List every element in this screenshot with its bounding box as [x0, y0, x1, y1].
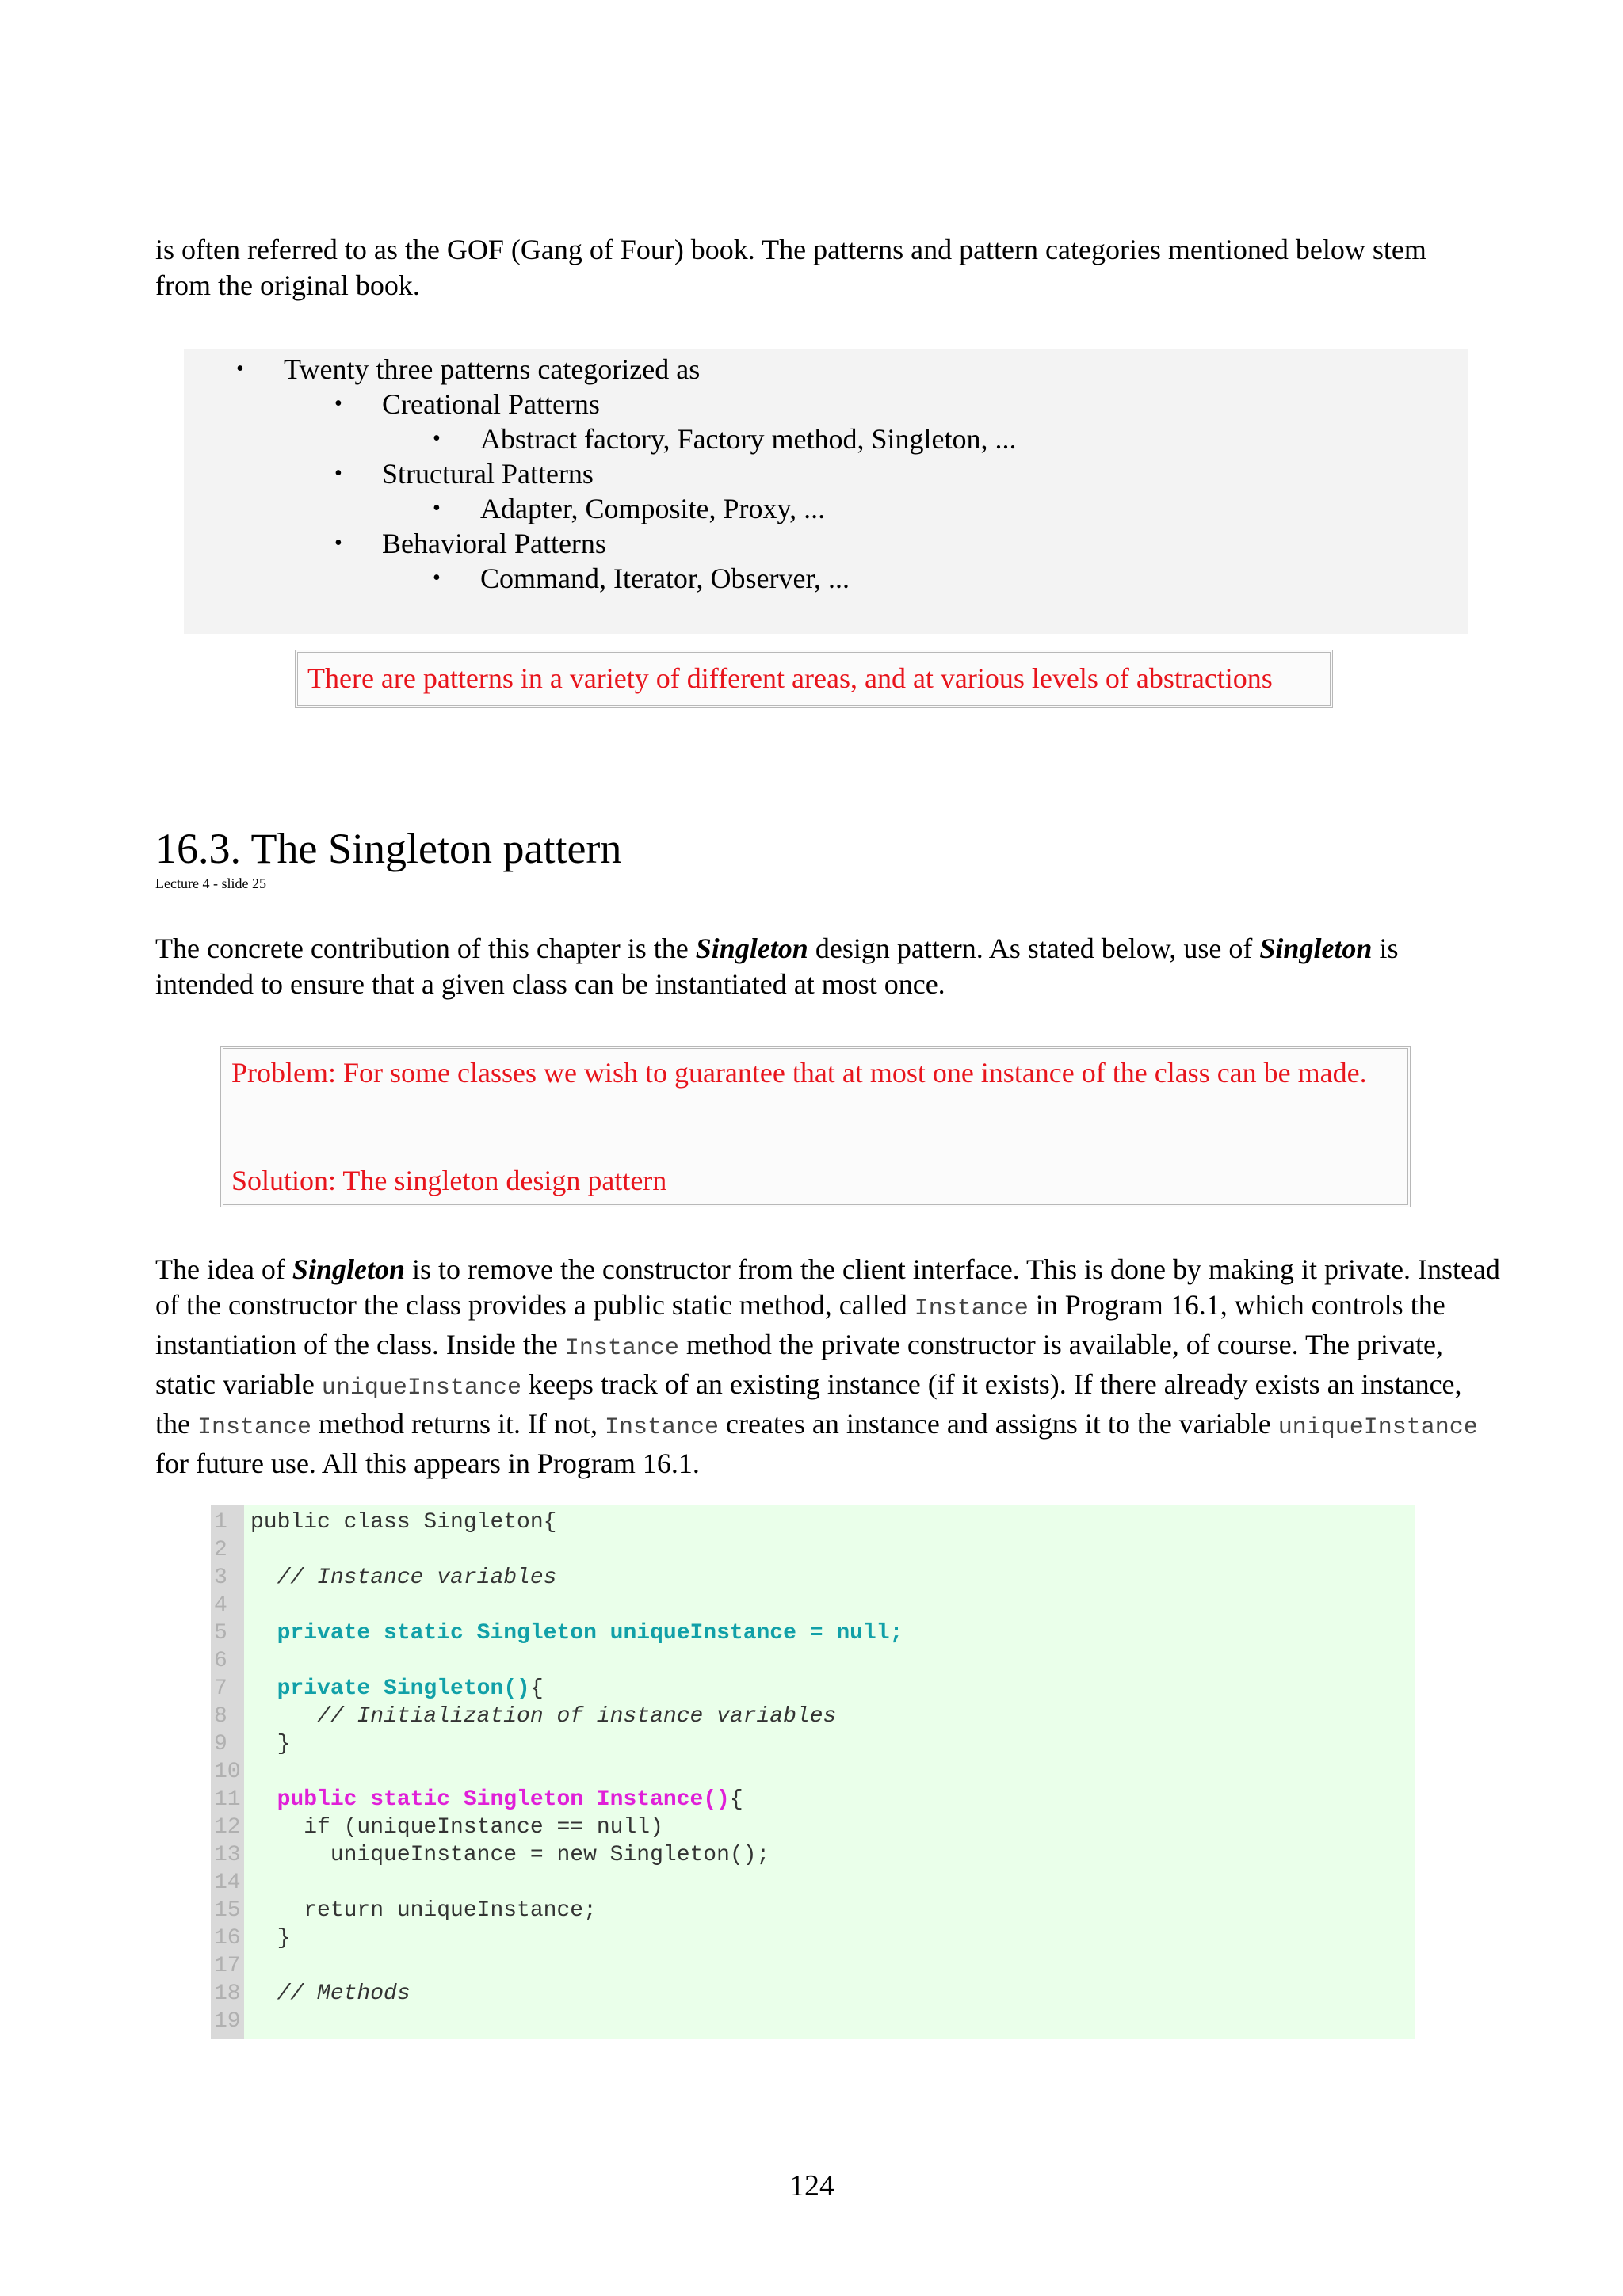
problem-text: Problem: For some classes we wish to guarantee that at most one instance of the class can be made. [231, 1057, 1367, 1089]
line-number: 11 [214, 1787, 241, 1812]
list-item-behavioral: Behavioral Patterns [382, 528, 606, 559]
line-number: 12 [214, 1815, 241, 1840]
code-line-9: } [250, 1732, 291, 1756]
emphasis-singleton: Singleton [1259, 933, 1373, 964]
emphasis-singleton: Singleton [695, 933, 808, 964]
section-heading: 16.3. The Singleton pattern [155, 825, 622, 872]
inline-code: Instance [604, 1414, 719, 1441]
text-run: for future use. All this appears in Program 16.1. [155, 1447, 700, 1479]
text-run: The idea of [155, 1253, 292, 1285]
line-number: 19 [214, 2009, 241, 2034]
abstractions-note-box [295, 650, 1333, 708]
bullet: • [334, 461, 342, 486]
bullet: • [334, 391, 342, 416]
inline-code: Instance [914, 1295, 1029, 1322]
line-number: 9 [214, 1732, 227, 1756]
line-number: 13 [214, 1843, 241, 1867]
code-line-13: uniqueInstance = new Singleton(); [250, 1843, 770, 1867]
code-token: { [729, 1787, 743, 1812]
bullet: • [433, 496, 441, 521]
text-run: method the private constructor is available, of course. The private, static variable [155, 1329, 1443, 1400]
line-number: 14 [214, 1871, 241, 1895]
bullet: • [433, 426, 441, 451]
list-item-behavioral-examples: Command, Iterator, Observer, ... [480, 563, 850, 594]
line-number: 10 [214, 1760, 241, 1784]
code-line-11 [250, 1786, 743, 1814]
code-listing [211, 1505, 1415, 2039]
line-number: 7 [214, 1676, 227, 1701]
line-number-gutter [211, 1505, 244, 2039]
list-item-creational-examples: Abstract factory, Factory method, Singleton, ... [480, 423, 1017, 455]
text-run: design pattern. As stated below, use of [808, 933, 1260, 964]
problem-solution-box [220, 1046, 1411, 1207]
list-item-root: Twenty three patterns categorized as [284, 353, 701, 385]
inline-code: uniqueInstance [1277, 1414, 1478, 1441]
code-line-1: public class Singleton{ [250, 1510, 557, 1535]
code-line-7 [250, 1675, 544, 1703]
text-run: in Program 16.1, which controls the instantiation of the class. Inside the [155, 1289, 1445, 1360]
line-number: 1 [214, 1510, 227, 1535]
line-number: 4 [214, 1593, 227, 1618]
bullet: • [236, 357, 244, 381]
line-number: 15 [214, 1898, 241, 1923]
line-number: 2 [214, 1538, 227, 1562]
inline-code: Instance [197, 1414, 312, 1441]
code-line-3: // Instance variables [250, 1566, 557, 1590]
line-number: 8 [214, 1704, 227, 1729]
line-number: 6 [214, 1649, 227, 1673]
list-item-creational: Creational Patterns [382, 388, 600, 420]
list-item-structural-examples: Adapter, Composite, Proxy, ... [480, 493, 826, 524]
code-line-16: } [250, 1926, 291, 1951]
text-run: The concrete contribution of this chapter is the [155, 933, 696, 964]
code-token: private Singleton() [250, 1676, 530, 1701]
singleton-idea-paragraph [155, 1252, 1503, 1482]
patterns-list-box [184, 349, 1468, 634]
line-number: 18 [214, 1981, 241, 2006]
bullet: • [433, 566, 441, 590]
bullet: • [334, 531, 342, 555]
code-token: public static Singleton Instance() [250, 1787, 730, 1812]
inline-code: Instance [564, 1335, 679, 1362]
code-line-18: // Methods [250, 1981, 411, 2006]
line-number: 5 [214, 1621, 227, 1646]
page-number: 124 [789, 2169, 834, 2203]
abstractions-note-text: There are patterns in a variety of different areas, and at various levels of abstractions [307, 662, 1273, 694]
emphasis-singleton: Singleton [292, 1253, 405, 1285]
solution-text: Solution: The singleton design pattern [231, 1165, 667, 1196]
text-run: creates an instance and assigns it to the variable [718, 1408, 1278, 1440]
intro-paragraph: is often referred to as the GOF (Gang of Four) book. The patterns and pattern categories mentioned below stem from the original book. [155, 234, 1426, 301]
inline-code: uniqueInstance [321, 1375, 521, 1402]
slide-reference: Lecture 4 - slide 25 [155, 875, 266, 891]
code-token: { [529, 1676, 544, 1701]
contribution-paragraph [155, 931, 1503, 1002]
text-run: is intended to ensure that a given class can be instantiated at most once. [155, 933, 1399, 1000]
line-number: 16 [214, 1926, 241, 1951]
line-number: 3 [214, 1566, 227, 1590]
text-run: method returns it. If not, [311, 1408, 605, 1440]
list-item-structural: Structural Patterns [382, 458, 594, 490]
code-line-15: return uniqueInstance; [250, 1898, 597, 1923]
code-line-12: if (uniqueInstance == null) [250, 1815, 663, 1840]
text-run: keeps track of an existing instance (if it exists). If there already exists an instance, the [155, 1368, 1462, 1440]
text-run: is to remove the constructor from the client interface. This is done by making it private. Instead of the constructor the class provides a public static method, called [155, 1253, 1500, 1321]
code-line-5: private static Singleton uniqueInstance = null; [250, 1621, 903, 1646]
code-line-8: // Initialization of instance variables [250, 1704, 837, 1729]
line-number: 17 [214, 1954, 241, 1978]
